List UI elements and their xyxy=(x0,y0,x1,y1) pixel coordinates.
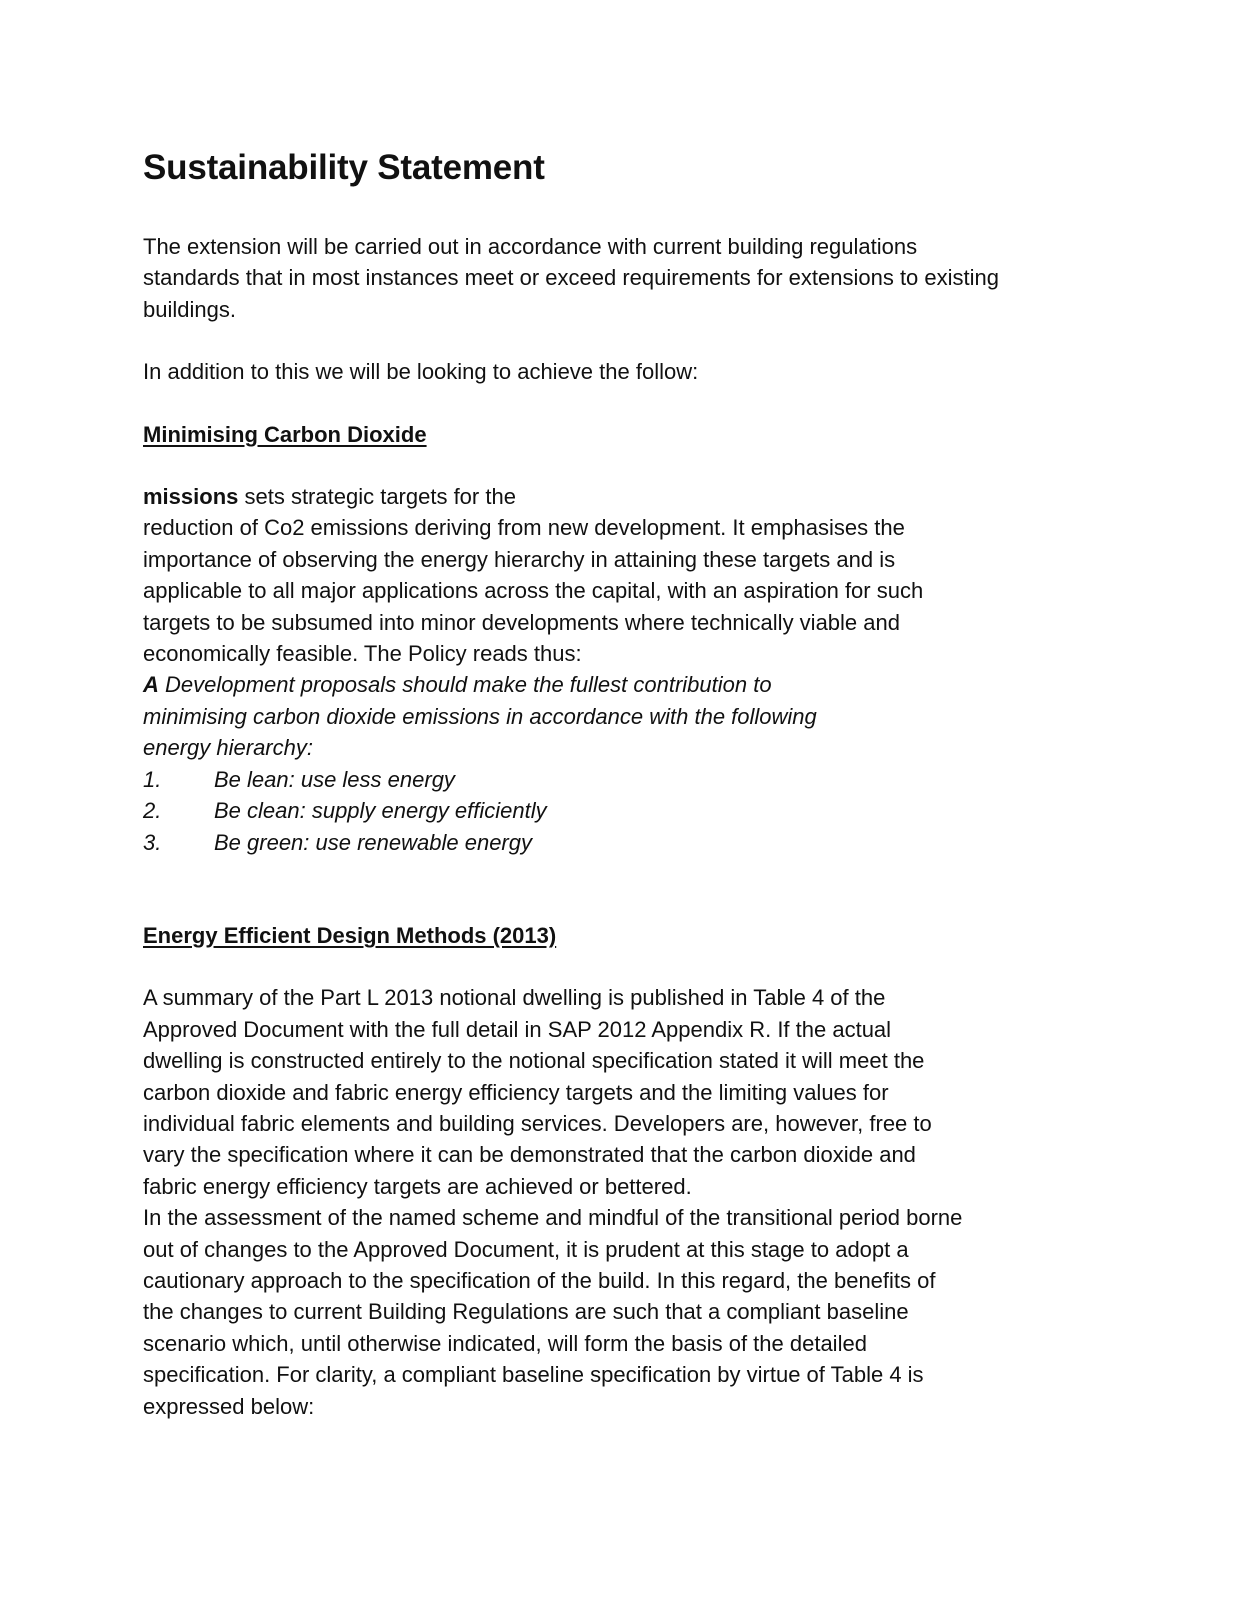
carbon-line: reduction of Co2 emissions deriving from new development. It emphasises the xyxy=(143,515,905,541)
list-text: Be clean: supply energy efficiently xyxy=(214,798,547,824)
intro-line: The extension will be carried out in accordance with current building regulations xyxy=(143,234,918,259)
summary-line: fabric energy efficiency targets are achieved or bettered. xyxy=(143,1173,692,1199)
intro-paragraph xyxy=(143,231,1083,325)
summary-line: A summary of the Part L 2013 notional dwelling is published in Table 4 of the xyxy=(143,985,886,1011)
carbon-line: economically feasible. The Policy reads thus: xyxy=(143,641,582,667)
assessment-paragraph xyxy=(143,1202,1083,1422)
document-body xyxy=(143,146,1083,1422)
summary-line: carbon dioxide and fabric energy efficiency targets and the limiting values for xyxy=(143,1079,889,1105)
policy-marker: A xyxy=(143,672,159,698)
page-title: Sustainability Statement xyxy=(143,148,545,187)
list-text: Be lean: use less energy xyxy=(214,766,455,792)
policy-line: Development proposals should make the fullest contribution to xyxy=(158,672,772,698)
assessment-line: the changes to current Building Regulations are such that a compliant baseline xyxy=(143,1299,909,1325)
lead-bold-text: missions xyxy=(143,484,239,510)
assessment-line: In the assessment of the named scheme and mindful of the transitional period borne xyxy=(143,1205,963,1231)
list-number: 3. xyxy=(143,829,162,855)
carbon-line: applicable to all major applications across the capital, with an aspiration for such xyxy=(143,578,924,604)
summary-line: vary the specification where it can be demonstrated that the carbon dioxide and xyxy=(143,1142,916,1168)
addition-paragraph: In addition to this we will be looking to achieve the follow: xyxy=(143,359,699,385)
lead-text: sets strategic targets for the xyxy=(238,484,516,510)
carbon-paragraph xyxy=(143,481,1083,764)
policy-line: minimising carbon dioxide emissions in accordance with the following xyxy=(143,703,817,729)
assessment-line: cautionary approach to the specification of the build. In this regard, the benefits of xyxy=(143,1267,936,1293)
assessment-line: specification. For clarity, a compliant baseline specification by virtue of Table 4 is xyxy=(143,1362,924,1388)
policy-line: energy hierarchy: xyxy=(143,735,313,761)
list-item xyxy=(143,764,1083,795)
section-heading-carbon: Minimising Carbon Dioxide xyxy=(143,421,427,447)
section-heading-energy: Energy Efficient Design Methods (2013) xyxy=(143,922,557,948)
energy-hierarchy-list xyxy=(143,764,1083,858)
summary-line: individual fabric elements and building services. Developers are, however, free to xyxy=(143,1110,932,1136)
list-text: Be green: use renewable energy xyxy=(214,829,532,855)
summary-paragraph xyxy=(143,982,1083,1202)
carbon-line: importance of observing the energy hierarchy in attaining these targets and is xyxy=(143,546,896,572)
intro-line: buildings. xyxy=(143,296,236,322)
summary-line: dwelling is constructed entirely to the notional specification stated it will meet the xyxy=(143,1048,925,1074)
list-number: 2. xyxy=(143,798,162,824)
list-number: 1. xyxy=(143,766,162,792)
list-item xyxy=(143,827,1083,858)
assessment-line: scenario which, until otherwise indicated, will form the basis of the detailed xyxy=(143,1330,867,1356)
assessment-line: expressed below: xyxy=(143,1393,315,1419)
list-item xyxy=(143,795,1083,826)
assessment-line: out of changes to the Approved Document, it is prudent at this stage to adopt a xyxy=(143,1236,909,1262)
summary-line: Approved Document with the full detail in SAP 2012 Appendix R. If the actual xyxy=(143,1016,892,1042)
intro-line: standards that in most instances meet or exceed requirements for extensions to existing xyxy=(143,265,999,291)
carbon-line: targets to be subsumed into minor developments where technically viable and xyxy=(143,609,900,635)
